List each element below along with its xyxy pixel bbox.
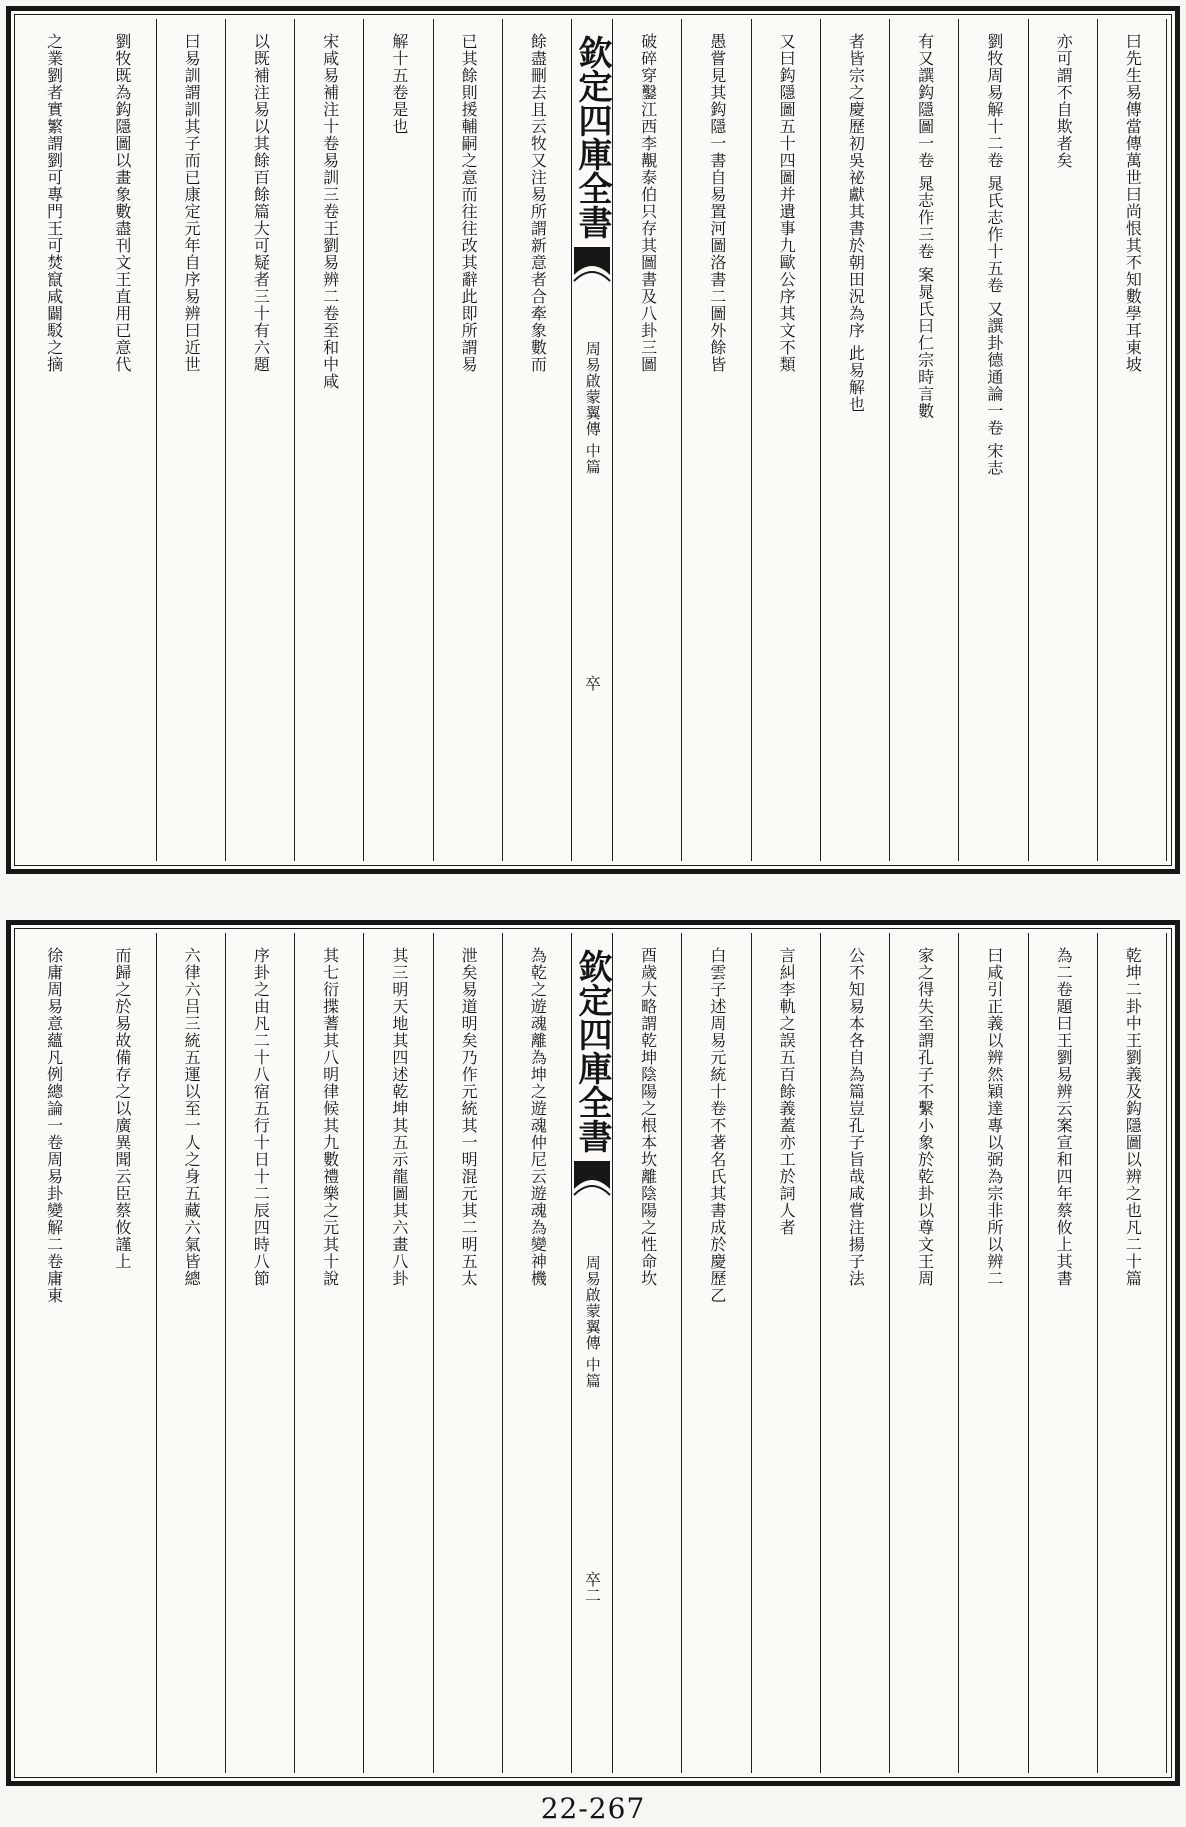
text-column: 以既補注易以其餘百餘篇大可疑者三十有六題 (226, 19, 295, 861)
text-column: 亦可謂不自欺者矣 (1029, 19, 1098, 861)
fishtail-ornament-icon (572, 1159, 612, 1229)
top-page-frame (6, 6, 1180, 874)
book-title: 欽定四庫全書 (572, 35, 612, 239)
text-column: 為二卷題曰王劉易辨云案宣和四年蔡攸上其書 (1029, 933, 1098, 1773)
text-column: 而歸之於易故備存之以廣異聞云臣蔡攸謹上 (87, 933, 156, 1773)
section-label: 周易啟蒙翼傳 中篇 (583, 1255, 602, 1389)
text-column: 公不知易本各自為篇豈孔子旨哉咸嘗注揚子法 (821, 933, 890, 1773)
bottom-page-frame (6, 920, 1180, 1786)
text-column: 劉牧周易解十二卷 晁氏志作十五卷 又譔卦德通論一卷 宋志 (959, 19, 1028, 861)
text-column: 泄矣易道明矣乃作元統其一明混元其二明五太 (434, 933, 503, 1773)
fishtail-ornament-icon (572, 245, 612, 315)
text-column: 曰先生易傳當傳萬世曰尚恨其不知數學耳東坡 (1098, 19, 1167, 861)
text-column: 愚嘗見其鈎隱一書自易置河圖洛書二圖外餘皆 (682, 19, 751, 861)
text-column: 徐庸周易意蘊凡例總論一卷周易卦變解二卷庸東 (44, 947, 64, 1304)
text-column: 為乾之遊魂離為坤之遊魂仲尼云遊魂為變神機 (503, 933, 572, 1773)
text-column: 六律六吕三統五運以至一人之身五藏六氣皆總 (157, 933, 226, 1773)
center-fold-column (572, 19, 613, 861)
text-column: 家之得失至謂孔子不繫小象於乾卦以尊文王周 (890, 933, 959, 1773)
text-column: 曰易訓謂訓其子而已康定元年自序易辨曰近世 (157, 19, 226, 861)
text-column: 解十五卷是也 (364, 19, 433, 861)
leaf-number: 卒二 (582, 1571, 602, 1603)
page-number: 22-267 (540, 1792, 646, 1825)
section-label: 周易啟蒙翼傳 中篇 (583, 341, 602, 475)
leaf-number: 卒 (582, 675, 602, 691)
text-column: 破碎穿鑿江西李覯泰伯只存其圖書及八卦三圖 (613, 19, 682, 861)
text-column: 言糾李軌之誤五百餘義蓋亦工於詞人者 (752, 933, 821, 1773)
text-column: 已其餘則援輔嗣之意而往往改其辭此即所謂易 (434, 19, 503, 861)
text-column: 有又譔鈎隱圖一卷 晁志作三卷 案晁氏曰仁宗時言數 (890, 19, 959, 861)
text-column: 餘盡刪去且云牧又注易所謂新意者合牽象數而 (503, 19, 572, 861)
text-column: 之業劉者實繁謂劉可專門王可焚竄咸闢駁之摘 (44, 33, 64, 373)
text-column: 其三明天地其四述乾坤其五示龍圖其六畫八卦 (364, 933, 433, 1773)
text-column: 酉歲大略謂乾坤陰陽之根本坎離陰陽之性命坎 (613, 933, 682, 1773)
text-column: 乾坤二卦中王劉義及鈎隱圖以辨之也凡二十篇 (1098, 933, 1167, 1773)
text-column: 者皆宗之慶歷初吳祕獻其書於朝田況為序 此易解也 (821, 19, 890, 861)
text-column: 白雲子述周易元統十卷不著名氏其書成於慶歷乙 (682, 933, 751, 1773)
text-column: 序卦之由凡二十八宿五行十日十二辰四時八節 (226, 933, 295, 1773)
text-column: 其七衍揲蓍其八明律候其九數禮樂之元其十說 (295, 933, 364, 1773)
center-fold-column (572, 933, 613, 1773)
text-column: 宋咸易補注十卷易訓三卷王劉易辨二卷至和中咸 (295, 19, 364, 861)
text-column: 又曰鈎隱圖五十四圖并遺事九歐公序其文不類 (752, 19, 821, 861)
text-column: 劉牧既為鈎隱圖以畫象數盡刊文王直用已意代 (87, 19, 156, 861)
book-title: 欽定四庫全書 (572, 949, 612, 1153)
text-column: 曰咸引正義以辨然穎達專以弼為宗非所以辨二 (959, 933, 1028, 1773)
